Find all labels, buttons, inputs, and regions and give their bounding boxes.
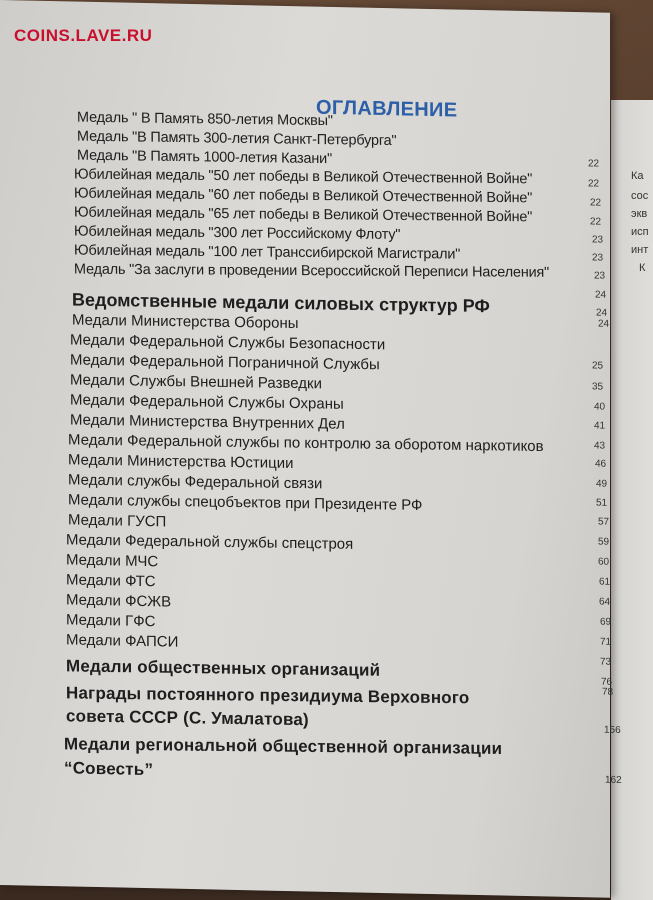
toc-page-number: 78 — [602, 686, 614, 698]
facing-page-fragment: исп — [631, 226, 649, 238]
toc-page-number: 71 — [600, 636, 612, 648]
toc-entry-title: Медали общественных организаций — [65, 656, 381, 680]
toc-entry-title: Медали Федеральной Службы Безопасности — [69, 331, 386, 354]
toc-page-number: 23 — [594, 270, 606, 282]
toc-page-number: 23 — [592, 234, 604, 246]
toc-page-number: 43 — [594, 440, 606, 452]
toc-entry-title: Медаль " В Память 850-летия Москвы" — [76, 109, 333, 130]
toc-entry-title: Медали ФАПСИ — [66, 631, 179, 651]
toc-page-number: 40 — [594, 401, 606, 413]
toc-entry-title: Медали ФТС — [66, 571, 156, 591]
toc-page-number: 64 — [599, 596, 611, 608]
toc-entry-title: Юбилейная медаль "65 лет победы в Великой Отечественной Войне" — [73, 204, 533, 226]
toc-page-number: 51 — [596, 497, 608, 509]
toc-entry-title: Медали ГУСП — [68, 511, 167, 531]
toc-entry-title: Медали Министерства Обороны — [71, 311, 299, 333]
toc-page-number: 22 — [588, 178, 600, 190]
toc-entry-title: Медали службы Федеральной связи — [67, 471, 323, 493]
toc-page-number: 61 — [599, 576, 611, 588]
facing-page-fragment: Ка — [631, 170, 644, 182]
toc-entry-title: Медали МЧС — [66, 551, 159, 571]
toc-entry-title: Юбилейная медаль "50 лет победы в Великой Отечественной Войне" — [73, 166, 533, 188]
toc-page-number: 35 — [592, 381, 604, 393]
toc-page-number: 24 — [595, 289, 607, 301]
toc-page-number: 49 — [596, 478, 608, 490]
toc-entry-title: “Совесть” — [64, 758, 154, 780]
toc-page-number: 22 — [588, 158, 600, 170]
toc-entry-title: Медали Министерства Внутренних Дел — [69, 411, 345, 433]
toc-page-number: 156 — [604, 724, 621, 737]
toc-entry-title: Медали Федеральной Службы Охраны — [69, 391, 344, 413]
toc-page-number: 57 — [598, 516, 610, 528]
toc-page-number: 162 — [605, 774, 622, 787]
toc-entry-title: Юбилейная медаль "300 лет Российскому Флоту" — [73, 223, 401, 243]
toc-entry-title: Медаль "В Память 300-летия Санкт-Петербурга" — [76, 128, 397, 150]
toc-entry-title: Медали Службы Внешней Разведки — [69, 371, 323, 393]
toc-entry-title: Юбилейная медаль "60 лет победы в Великой Отечественной Войне" — [73, 185, 533, 207]
toc-entry-title: Медали Федеральной службы по контролю за оборотом наркотиков — [67, 431, 544, 456]
page-title: ОГЛАВЛЕНИЕ — [316, 96, 458, 122]
toc-entry-title: Медали ГФС — [66, 611, 156, 631]
toc-entry-title: совета СССР (С. Умалатова) — [65, 706, 309, 730]
toc-page-number: 59 — [598, 536, 610, 548]
toc-page-number: 22 — [590, 197, 602, 209]
toc-page-number: 25 — [592, 360, 604, 372]
toc-entry-title: Медали Федеральной Пограничной Службы — [69, 351, 380, 374]
toc-entry-title: Медаль "За заслуги в проведении Всероссийской Переписи Населения" — [73, 261, 550, 281]
toc-page-number: 73 — [600, 656, 612, 668]
toc-page-number: 41 — [594, 420, 606, 432]
toc-page-number: 69 — [600, 616, 612, 628]
toc-entry-title: Медали Министерства Юстиции — [67, 451, 294, 472]
toc-page-number: 22 — [590, 216, 602, 228]
toc-entry-title: Медаль "В Память 1000-летия Казани" — [76, 147, 333, 168]
toc-entry-title: Ведомственные медали силовых структур РФ — [71, 289, 490, 317]
toc-entry-title: Награды постоянного президиума Верховного — [65, 683, 470, 708]
toc-page-number: 24 — [596, 307, 608, 319]
facing-page-fragment: К — [639, 262, 646, 274]
toc-entry-title: Медали службы спецобъектов при Президенте РФ — [67, 491, 423, 514]
toc-page-number: 23 — [592, 252, 604, 264]
toc-entry-title: Юбилейная медаль "100 лет Транссибирской Магистрали" — [73, 242, 461, 263]
toc-page-number: 60 — [598, 556, 610, 568]
toc-page-number: 24 — [598, 318, 610, 330]
facing-page-fragment: экв — [631, 208, 648, 220]
watermark: COINS.LAVE.RU — [14, 26, 153, 45]
facing-page-fragment: сос — [631, 190, 649, 202]
toc-page-number: 76 — [601, 676, 613, 688]
toc-page-number: 46 — [595, 458, 607, 470]
toc-entry-title: Медали ФСЖВ — [66, 591, 172, 611]
facing-page-fragment: инт — [631, 244, 649, 256]
toc-entry-title: Медали Федеральной службы спецстроя — [65, 531, 354, 553]
toc-entry-title: Медали региональной общественной организации — [63, 734, 503, 758]
